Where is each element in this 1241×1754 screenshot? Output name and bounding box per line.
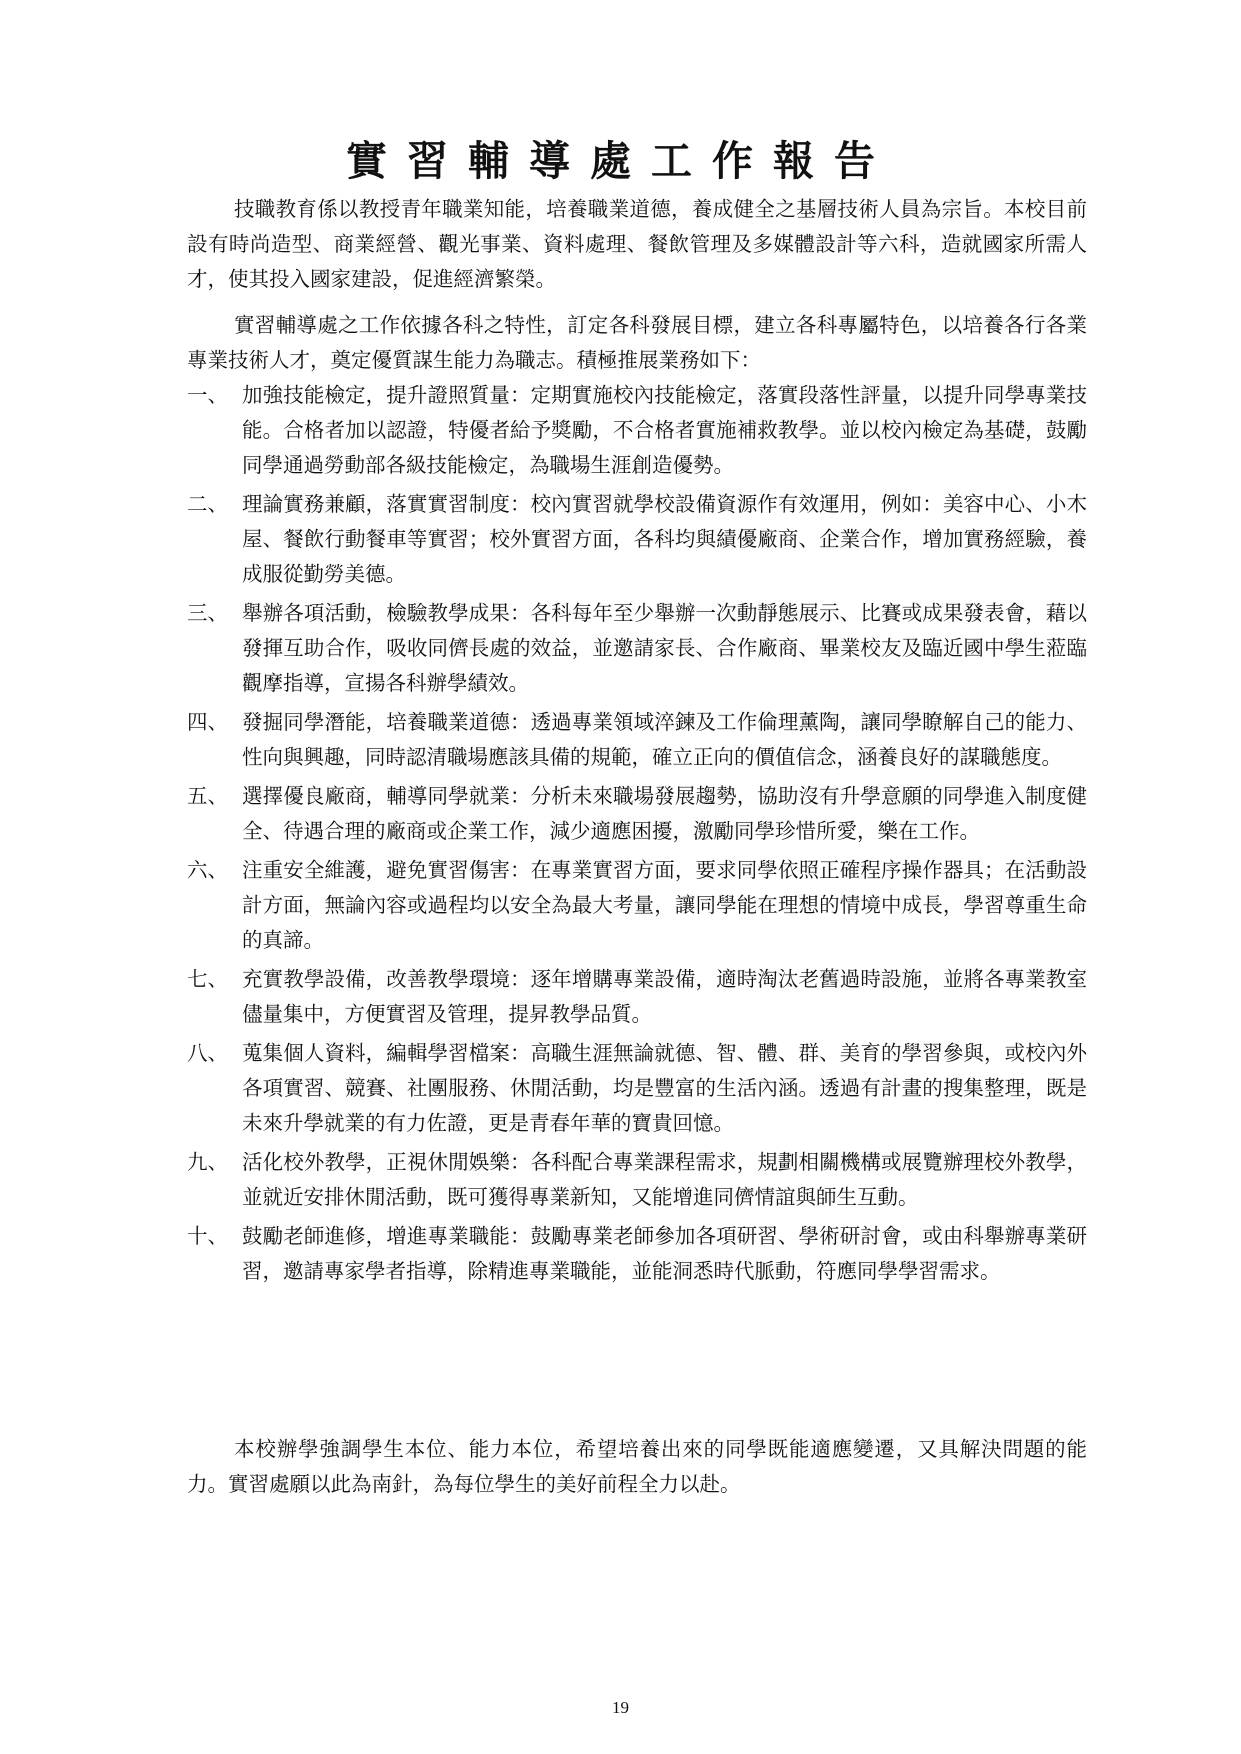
list-item xyxy=(187,596,1087,701)
item-marker: 十、 xyxy=(187,1224,228,1248)
item-marker: 二、 xyxy=(187,492,228,516)
list-item xyxy=(187,1036,1087,1141)
item-text: 加強技能檢定，提升證照質量：定期實施校內技能檢定，落實段落性評量，以提升同學專業技能。合格者加以認證，特優者給予獎勵，不合格者實施補救教學。並以校內檢定為基礎，鼓勵同學通過勞動部各級技能檢定，為職場生涯創造優勢。 xyxy=(242,383,1087,477)
page-number: 19 xyxy=(612,1698,629,1717)
item-marker: 八、 xyxy=(187,1041,228,1065)
list-item xyxy=(187,1219,1087,1289)
list-item xyxy=(187,487,1087,592)
overview-paragraph: 實習輔導處之工作依據各科之特性，訂定各科發展目標，建立各科專屬特色，以培養各行各業專業技術人才，奠定優質謀生能力為職志。積極推展業務如下： xyxy=(187,313,1087,372)
work-items-list xyxy=(187,378,1087,1293)
item-marker: 七、 xyxy=(187,967,228,991)
item-marker: 三、 xyxy=(187,601,228,625)
intro-paragraph: 技職教育係以教授青年職業知能，培養職業道德，養成健全之基層技術人員為宗旨。本校目前設有時尚造型、商業經營、觀光事業、資料處理、餐飲管理及多媒體設計等六科，造就國家所需人才，使其投入國家建設，促進經濟繁榮。 xyxy=(187,197,1087,291)
item-text: 發掘同學潛能，培養職業道德：透過專業領域淬鍊及工作倫理薰陶，讓同學瞭解自己的能力、性向與興趣，同時認清職場應該具備的規範，確立正向的價值信念，涵養良好的謀職態度。 xyxy=(242,710,1087,769)
item-text: 蒐集個人資料，編輯學習檔案：高職生涯無論就德、智、體、群、美育的學習參與，或校內外各項實習、競賽、社團服務、休閒活動，均是豐富的生活內涵。透過有計畫的搜集整理，既是未來升學就業的有力佐證，更是青春年華的寶貴回憶。 xyxy=(242,1041,1087,1135)
item-text: 理論實務兼顧，落實實習制度：校內實習就學校設備資源作有效運用，例如：美容中心、小木屋、餐飲行動餐車等實習；校外實習方面，各科均與績優廠商、企業合作，增加實務經驗，養成服從勤勞美德。 xyxy=(242,492,1087,586)
item-marker: 五、 xyxy=(187,784,228,808)
list-item xyxy=(187,378,1087,483)
item-text: 活化校外教學，正視休閒娛樂：各科配合專業課程需求，規劃相關機構或展覽辦理校外教學，並就近安排休閒活動，既可獲得專業新知，又能增進同儕情誼與師生互動。 xyxy=(242,1150,1087,1209)
item-text: 鼓勵老師進修，增進專業職能：鼓勵專業老師參加各項研習、學術研討會，或由科舉辦專業研習，邀請專家學者指導，除精進專業職能，並能洞悉時代脈動，符應同學學習需求。 xyxy=(242,1224,1087,1283)
page-title: 實習輔導處工作報告 xyxy=(346,137,895,185)
closing-paragraph: 本校辦學強調學生本位、能力本位，希望培養出來的同學既能適應變遷，又具解決問題的能力。實習處願以此為南針，為每位學生的美好前程全力以赴。 xyxy=(187,1437,1087,1496)
item-marker: 四、 xyxy=(187,710,228,734)
item-marker: 六、 xyxy=(187,858,228,882)
list-item xyxy=(187,853,1087,958)
item-text: 選擇優良廠商，輔導同學就業：分析未來職場發展趨勢，協助沒有升學意願的同學進入制度健全、待遇合理的廠商或企業工作，減少適應困擾，激勵同學珍惜所愛，樂在工作。 xyxy=(242,784,1087,843)
item-marker: 一、 xyxy=(187,383,228,407)
item-text: 舉辦各項活動，檢驗教學成果：各科每年至少舉辦一次動靜態展示、比賽或成果發表會，藉以發揮互助合作，吸收同儕長處的效益，並邀請家長、合作廠商、畢業校友及臨近國中學生蒞臨觀摩指導，宣揚各科辦學績效。 xyxy=(242,601,1087,695)
list-item xyxy=(187,779,1087,849)
item-text: 注重安全維護，避免實習傷害：在專業實習方面，要求同學依照正確程序操作器具；在活動設計方面，無論內容或過程均以安全為最大考量，讓同學能在理想的情境中成長，學習尊重生命的真諦。 xyxy=(242,858,1087,952)
item-text: 充實教學設備，改善教學環境：逐年增購專業設備，適時淘汰老舊過時設施，並將各專業教室儘量集中，方便實習及管理，提昇教學品質。 xyxy=(242,967,1087,1026)
list-item xyxy=(187,705,1087,775)
item-marker: 九、 xyxy=(187,1150,228,1174)
list-item xyxy=(187,1145,1087,1215)
list-item xyxy=(187,962,1087,1032)
